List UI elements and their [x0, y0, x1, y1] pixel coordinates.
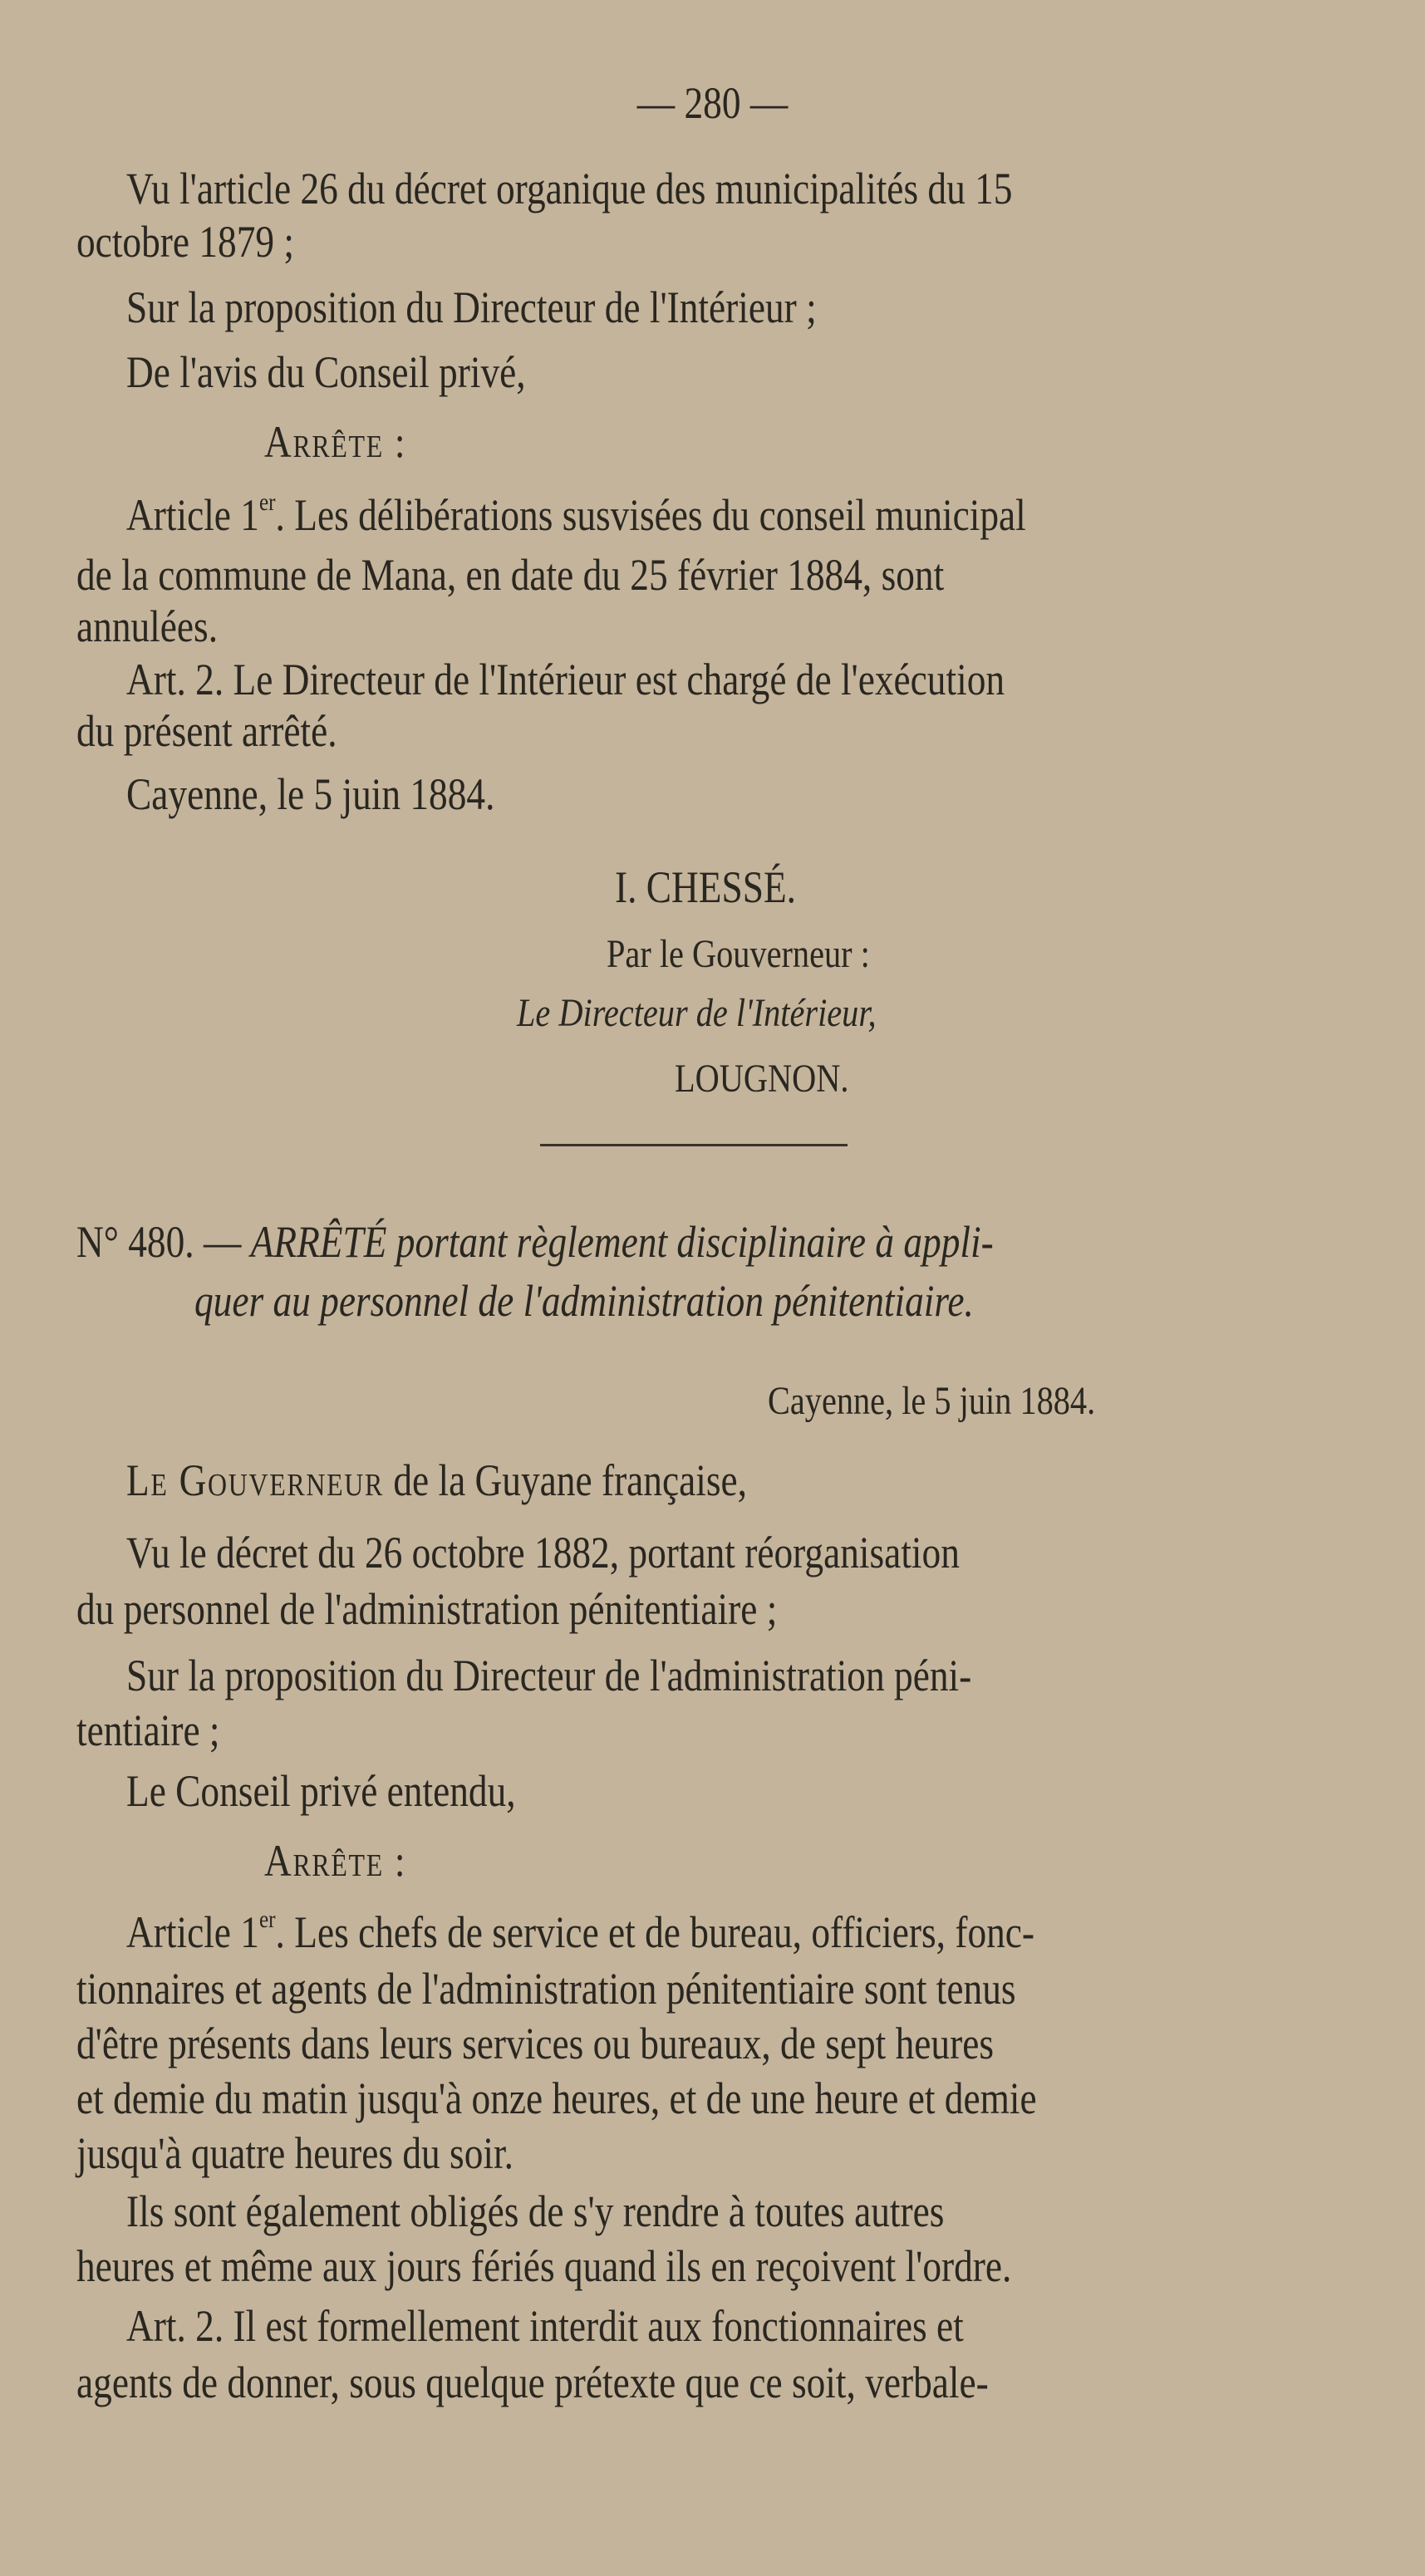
- proposition-480-line-1: Sur la proposition du Directeur de l'administration péni-: [126, 1651, 972, 1700]
- art1-480-line-5: jusqu'à quatre heures du soir.: [76, 2128, 513, 2178]
- art2-480-line-1: Art. 2. Il est formellement interdit aux fonctionnaires et: [126, 2301, 964, 2351]
- vu-line-2: octobre 1879 ;: [76, 217, 295, 267]
- art1-480-line-6: Ils sont également obligés de s'y rendre à toutes autres: [126, 2186, 945, 2236]
- governor-line: [126, 1454, 747, 1507]
- signature-governor: I. CHESSÉ.: [615, 862, 797, 912]
- vu-line-1: Vu l'article 26 du décret organique des municipalités du 15: [126, 164, 1013, 213]
- date-place-2: Cayenne, le 5 juin 1884.: [768, 1379, 1096, 1423]
- directeur-title: Le Directeur de l'Intérieur,: [517, 991, 877, 1035]
- conseil-line: Le Conseil privé entendu,: [126, 1766, 516, 1816]
- arrete-480-number: N° 480. —: [76, 1217, 242, 1267]
- art1-480-line-1: [126, 1906, 1034, 1959]
- art2-line-1: Art. 2. Le Directeur de l'Intérieur est chargé de l'exécution: [126, 655, 1005, 704]
- art1-sup: er: [258, 488, 276, 516]
- directeur-name: LOUGNON.: [675, 1057, 849, 1101]
- art1-480-line-4: et demie du matin jusqu'à onze heures, et de une heure et demie: [76, 2073, 1037, 2123]
- art1-line-1: [126, 488, 1026, 542]
- proposition-480-line-2: tentiaire ;: [76, 1705, 220, 1755]
- date-place-1: Cayenne, le 5 juin 1884.: [126, 769, 495, 819]
- art1-480-rest: . Les chefs de service et de bureau, officiers, fonc-: [275, 1907, 1035, 1957]
- art1-480-label: Article 1: [126, 1907, 259, 1957]
- vu-480-line-1: Vu le décret du 26 octobre 1882, portant réorganisation: [126, 1528, 960, 1577]
- arrete-480-title-line-1: [76, 1215, 994, 1268]
- arrete-heading-2: Arrête :: [264, 1836, 407, 1886]
- art1-480-sup: er: [258, 1906, 276, 1933]
- par-le-gouverneur: Par le Gouverneur :: [607, 932, 870, 976]
- art1-rest: . Les délibérations susvisées du conseil municipal: [275, 490, 1026, 540]
- arrete-480-title-line-2: quer au personnel de l'administration pénitentiaire.: [194, 1276, 974, 1326]
- art1-480-line-3: d'être présents dans leurs services ou bureaux, de sept heures: [76, 2019, 994, 2068]
- section-divider: [540, 1144, 848, 1146]
- governor-rest: de la Guyane française,: [383, 1455, 747, 1505]
- page-number: — 280 —: [636, 78, 789, 128]
- art1-480-line-7: heures et même aux jours fériés quand ils en reçoivent l'ordre.: [76, 2241, 1012, 2291]
- art2-480-line-2: agents de donner, sous quelque prétexte que ce soit, verbale-: [76, 2358, 989, 2407]
- art2-line-2: du présent arrêté.: [76, 706, 337, 756]
- arrete-heading-1: Arrête :: [264, 417, 407, 467]
- art1-label: Article 1: [126, 490, 259, 540]
- avis-line: De l'avis du Conseil privé,: [126, 347, 526, 397]
- arrete-480-title: ARRÊTÉ portant règlement disciplinaire à appli-: [250, 1217, 994, 1267]
- art1-480-line-2: tionnaires et agents de l'administration pénitentiaire sont tenus: [76, 1964, 1016, 2014]
- art1-line-3: annulées.: [76, 601, 219, 651]
- art1-line-2: de la commune de Mana, en date du 25 février 1884, sont: [76, 550, 945, 600]
- proposition-line: Sur la proposition du Directeur de l'Intérieur ;: [126, 282, 817, 332]
- vu-480-line-2: du personnel de l'administration pénitentiaire ;: [76, 1584, 778, 1634]
- governor-prefix: Le Gouverneur: [126, 1455, 384, 1505]
